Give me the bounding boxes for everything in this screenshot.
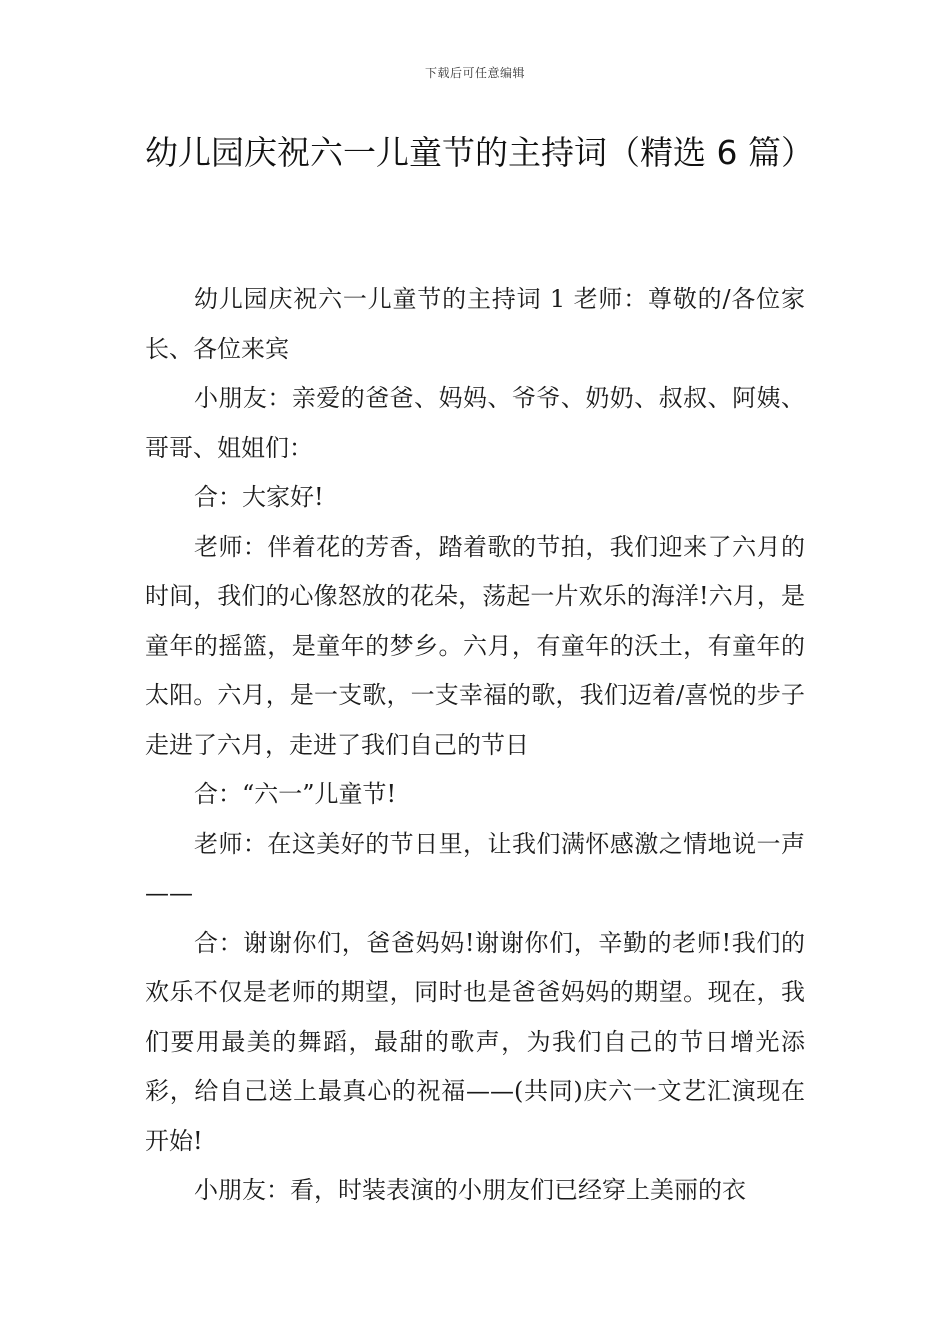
paragraph-teacher-thanks: 老师：在这美好的节日里，让我们满怀感激之情地说一声—— [145, 829, 805, 907]
paragraph-host-intro: 幼儿园庆祝六一儿童节的主持词 1 老师：尊敬的/各位家长、各位来宾 [145, 285, 805, 363]
paragraph-children-fashion-show: 小朋友：看，时装表演的小朋友们已经穿上美丽的衣 [194, 1176, 746, 1204]
document-title: 幼儿园庆祝六一儿童节的主持词（精选 6 篇） [145, 133, 814, 172]
paragraph-all-hello: 合：大家好! [194, 483, 324, 511]
paragraph-all-childrens-day: 合：“六一”儿童节! [194, 780, 397, 808]
header-note: 下载后可任意编辑 [424, 66, 525, 80]
document-body [145, 275, 805, 1216]
paragraph-children-greeting: 小朋友：亲爱的爸爸、妈妈、爷爷、奶奶、叔叔、阿姨、哥哥、姐姐们： [145, 384, 805, 462]
paragraph-teacher-june: 老师：伴着花的芳香，踏着歌的节拍，我们迎来了六月的时间，我们的心像怒放的花朵，荡起一片欢乐的海洋!六月，是童年的摇篮，是童年的梦乡。六月，有童年的沃土，有童年的太阳。六月，是一支歌，一支幸福的歌，我们迈着/喜悦的步子走进了六月，走进了我们自己的节日 [145, 532, 805, 759]
paragraph-all-thanks: 合：谢谢你们，爸爸妈妈!谢谢你们，辛勤的老师!我们的欢乐不仅是老师的期望，同时也是爸爸妈妈的期望。现在，我们要用最美的舞蹈，最甜的歌声，为我们自己的节日增光添彩，给自己送上最真心的祝福——(共同)庆六一文艺汇演现在开始! [145, 928, 805, 1155]
